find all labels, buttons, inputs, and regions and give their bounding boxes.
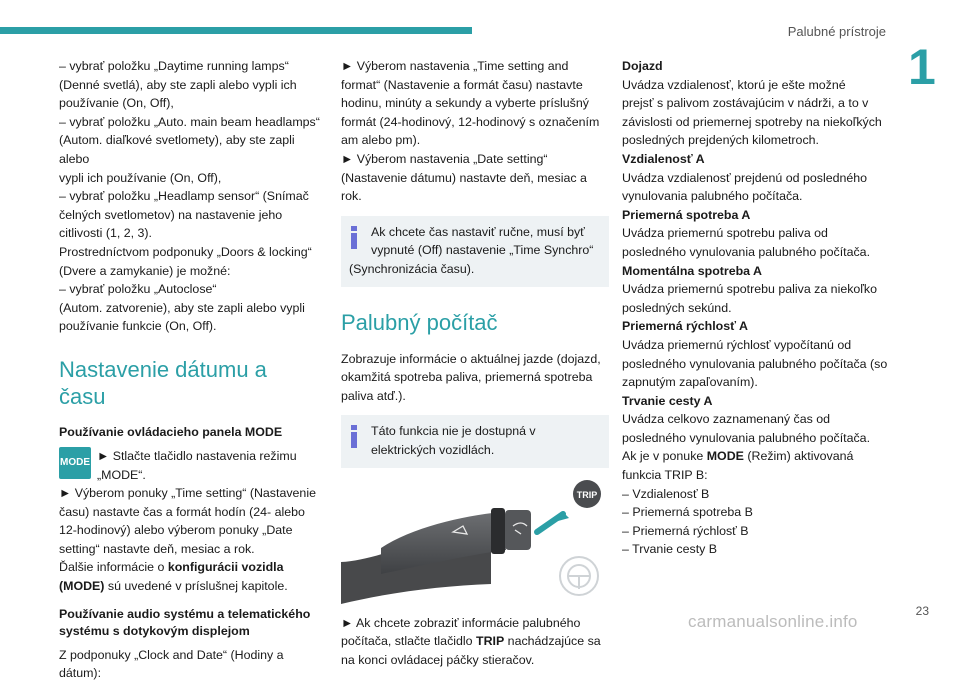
trip-badge-label: TRIP <box>576 489 598 500</box>
trip-button-label: TRIP <box>476 634 505 649</box>
definition-term: Trvanie cesty A <box>622 393 713 408</box>
text-line: Ak chcete čas nastaviť ručne, musí byť <box>371 224 585 239</box>
definition-item <box>622 317 894 391</box>
mode-label: MODE <box>706 449 744 464</box>
text-line: Uvádza priemernú rýchlosť vypočítanú od <box>622 337 852 352</box>
column-middle <box>341 57 609 669</box>
text-line: formát (24-hodinový, 12-hodinový s označením <box>341 114 600 129</box>
info-text <box>349 223 601 279</box>
text-line: – vybrať položku „Headlamp sensor“ (Snímač <box>59 189 309 204</box>
text-line: funkcia TRIP B: <box>622 468 708 483</box>
text-line: am alebo pm). <box>341 133 421 148</box>
trip-b-suffix: (Režim) aktivovaná <box>743 449 854 464</box>
text-line: Uvádza vzdialenosť, ktorú je ešte možné <box>622 77 846 92</box>
chapter-number: 1 <box>908 39 936 95</box>
column-left <box>59 57 327 683</box>
text-line: – vybrať položku „Auto. main beam headlamps“ <box>59 114 320 129</box>
section-title-trip-computer: Palubný počítač <box>341 309 498 335</box>
info-box-electric <box>341 415 609 467</box>
more-info-prefix: Ďalšie informácie o <box>59 560 168 575</box>
text-line: ► Výberom nastavenia „Time setting and <box>341 59 569 73</box>
text-line: prejsť s palivom zostávajúcim v nádrži, a to v <box>622 96 869 111</box>
text-line: (Synchronizácia času). <box>349 261 475 276</box>
text-line: vynulovania palubného počítača. <box>622 189 803 204</box>
text-line: rok. <box>341 189 362 204</box>
text-line: format“ (Nastavenie a formát času) nastavte <box>341 77 583 92</box>
text-line: – vybrať položku „Daytime running lamps“ <box>59 59 289 73</box>
text-line <box>622 447 894 466</box>
definition-item <box>622 57 894 150</box>
info-icon <box>349 422 363 450</box>
text-line: na konci ovládacej páčky stieračov. <box>341 652 535 667</box>
list-item: – Priemerná spotreba B <box>622 505 753 520</box>
text-line: posledných sekúnd. <box>622 300 732 315</box>
wiper-stalk-drawing <box>341 482 605 604</box>
trip-text-suffix: nachádzajúce sa <box>504 634 601 649</box>
text-line: vypli ich používanie (On, Off), <box>59 170 222 185</box>
section-title-line: Nastavenie dátumu a <box>59 356 267 382</box>
list-item: – Trvanie cesty B <box>622 542 718 557</box>
definition-term: Momentálna spotreba A <box>622 263 762 278</box>
text-line: elektrických vozidlách. <box>371 442 495 457</box>
trip-text-prefix: počítača, stlačte tlačidlo <box>341 634 476 649</box>
text-line: posledného vynulovania palubného počítača. <box>622 430 871 445</box>
definition-item <box>622 392 894 448</box>
text-line: 12-hodinový) alebo výberom ponuky „Date <box>59 523 293 538</box>
definition-item <box>622 262 894 318</box>
more-info-bold: konfigurácii vozidla <box>167 560 284 575</box>
info-text <box>371 422 601 459</box>
text-line: Z podponuky „Clock and Date“ (Hodiny a <box>59 647 284 662</box>
mode-heading: Používanie ovládacieho panela MODE <box>59 424 283 439</box>
info-icon <box>349 223 363 251</box>
definition-term: Priemerná spotreba A <box>622 207 751 222</box>
stalk-ring <box>491 508 505 554</box>
text-line: ► Ak chcete zobraziť informácie palubného <box>341 615 581 630</box>
text-line: Uvádza priemernú spotrebu paliva za niekoľko <box>622 282 878 297</box>
section-title-line: času <box>59 383 106 409</box>
text-line: času) nastavte čas a formát hodín (24- alebo <box>59 504 305 519</box>
text-line: citlivosti (1, 2, 3). <box>59 226 152 241</box>
page-header-title: Palubné prístroje <box>787 24 886 39</box>
text-line: posledných prejdených kilometroch. <box>622 133 819 148</box>
more-info-line <box>59 577 327 596</box>
definition-term: Priemerná rýchlosť A <box>622 319 748 334</box>
text-line: paliva atď.). <box>341 388 406 403</box>
mode-instruction <box>59 447 327 484</box>
text-line: (Nastavenie dátumu) nastavte deň, mesiac a <box>341 170 587 185</box>
mode-instruction-text <box>97 447 297 484</box>
text-line: Uvádza vzdialenosť prejdenú od posledného <box>622 170 868 185</box>
audio-heading <box>59 606 327 640</box>
text-line: zapnutým zapaľovaním). <box>622 375 758 390</box>
text-line: posledného vynulovania palubného počítača. <box>622 244 871 259</box>
column-right <box>622 57 894 559</box>
section-title-date-time <box>59 356 327 410</box>
text-line: používanie funkcie (On, Off). <box>59 319 217 334</box>
text-line: – vybrať položku „Autoclose“ <box>59 282 217 297</box>
definition-item <box>622 206 894 262</box>
text-line: čelných svetlometov) na nastavenie jeho <box>59 207 283 222</box>
stalk-tip <box>505 510 531 550</box>
list-item: – Priemerná rýchlosť B <box>622 523 749 538</box>
text-line: ► Výberom nastavenia „Date setting“ <box>341 151 548 166</box>
info-box-time-synchro <box>341 216 609 287</box>
text-line: (Autom. diaľkové svetlomety), aby ste zapli alebo <box>59 133 295 166</box>
text-line: okamžitá spotreba paliva, priemerná spotreba <box>341 370 593 385</box>
arrow-shaft-icon <box>537 514 563 532</box>
text-line: Prostredníctvom podponuky „Doors & locking“ <box>59 244 312 259</box>
text-line: Uvádza celkovo zaznamenaný čas od <box>622 412 831 427</box>
text-line: používanie (On, Off), <box>59 96 174 111</box>
text-line: setting“ nastavte deň, mesiac a rok. <box>59 541 255 556</box>
trip-b-prefix: Ak je v ponuke <box>622 449 707 464</box>
text-line: hodinu, minúty a sekundy a vyberte príslušný <box>341 96 589 111</box>
text-line: (Denné svetlá), aby ste zapli alebo vypli ich <box>59 77 297 92</box>
more-info-suffix: sú uvedené v príslušnej kapitole. <box>104 579 288 594</box>
text-line: vypnuté (Off) nastavenie „Time Synchro“ <box>371 243 594 258</box>
text-line: Zobrazuje informácie o aktuálnej jazde (dojazd, <box>341 351 601 366</box>
text-line: Uvádza priemernú spotrebu paliva od <box>622 226 828 241</box>
text-line: ► Stlačte tlačidlo nastavenia režimu <box>97 448 297 463</box>
definition-item <box>622 150 894 206</box>
text-line: ► Výberom ponuky „Time setting“ (Nastavenie <box>59 486 316 501</box>
text-line: „MODE“. <box>97 467 146 482</box>
text-line: Táto funkcia nie je dostupná v <box>371 424 536 439</box>
text-line: závislosti od priemernej spotreby na niekoľkých <box>622 114 882 129</box>
definition-term: Vzdialenosť A <box>622 151 705 166</box>
audio-heading-line: systému s dotykovým displejom <box>59 623 250 638</box>
page-number: 23 <box>915 604 929 618</box>
list-item: – Vzdialenosť B <box>622 486 710 501</box>
text-line: dátum): <box>59 666 102 681</box>
header-accent-bar <box>0 27 472 34</box>
text-line: (Dvere a zamykanie) je možné: <box>59 263 231 278</box>
more-info-line <box>59 558 327 577</box>
mode-button-icon: MODE <box>59 447 91 479</box>
more-info-bold: (MODE) <box>59 579 105 594</box>
wiper-stalk-illustration <box>341 482 605 604</box>
watermark: carmanualsonline.info <box>688 612 858 631</box>
definition-term: Dojazd <box>622 59 663 73</box>
text-line: posledného vynulovania palubného počítača (so <box>622 356 888 371</box>
text-line: (Autom. zatvorenie), aby ste zapli alebo vypli <box>59 300 305 315</box>
audio-heading-line: Používanie audio systému a telematického <box>59 606 311 621</box>
text-line <box>341 632 609 651</box>
